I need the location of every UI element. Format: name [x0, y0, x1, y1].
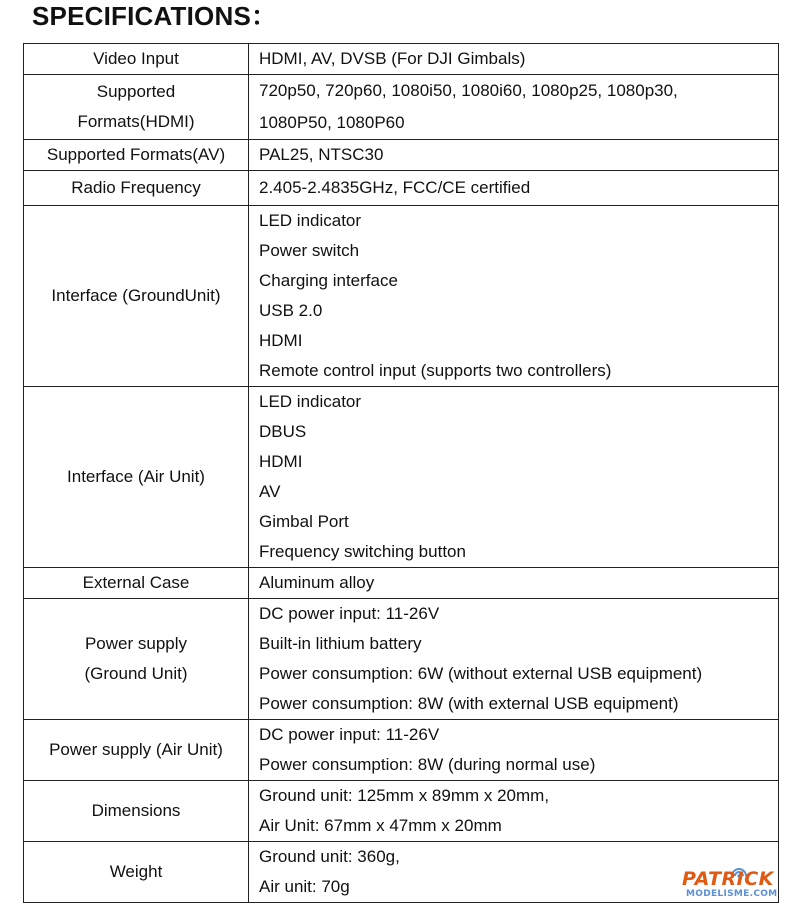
spec-value	[249, 599, 779, 720]
watermark-sub-text: MODELISME.COM	[686, 889, 778, 899]
spec-value-line: AV	[259, 482, 281, 501]
spec-value-line: Gimbal Port	[259, 512, 349, 531]
spec-value-line: 2.405-2.4835GHz, FCC/CE certified	[259, 178, 531, 197]
spec-value-line: DC power input: 11-26V	[259, 725, 440, 744]
spec-value	[249, 44, 779, 75]
spec-value-line: Power consumption: 8W (with external USB equipment)	[259, 694, 679, 713]
spec-value	[249, 781, 779, 842]
spec-value-line: Built-in lithium battery	[259, 634, 422, 653]
spec-label	[24, 842, 249, 903]
watermark-main-text: PATRICK	[682, 868, 774, 890]
spec-value-line: PAL25, NTSC30	[259, 145, 384, 164]
table-row	[24, 720, 779, 781]
spec-label-line: Supported	[96, 82, 176, 101]
specifications-table	[23, 43, 779, 903]
spec-value-line: Ground unit: 125mm x 89mm x 20mm,	[259, 786, 550, 805]
table-row	[24, 75, 779, 140]
table-row	[24, 568, 779, 599]
spec-value-line: Frequency switching button	[259, 542, 466, 561]
table-row	[24, 387, 779, 568]
spec-value-line: Power consumption: 6W (without external USB equipment)	[259, 664, 703, 683]
spec-label-line: Radio Frequency	[71, 178, 201, 197]
spec-label	[24, 140, 249, 171]
spec-value	[249, 206, 779, 387]
spec-value	[249, 720, 779, 781]
spec-label	[24, 568, 249, 599]
spec-label	[24, 781, 249, 842]
spec-label	[24, 75, 249, 140]
spec-value-line: Power consumption: 8W (during normal use)	[259, 755, 596, 774]
watermark-logo	[682, 868, 796, 904]
table-row	[24, 140, 779, 171]
spec-value	[249, 171, 779, 206]
spec-value-line: USB 2.0	[259, 301, 323, 320]
spec-label-line: Supported Formats(AV)	[46, 145, 226, 164]
spec-value	[249, 75, 779, 140]
spec-value-line: Charging interface	[259, 271, 398, 290]
spec-label	[24, 44, 249, 75]
spec-label	[24, 206, 249, 387]
spec-label-line: Interface (Air Unit)	[67, 467, 205, 486]
spec-value-line: DC power input: 11-26V	[259, 604, 440, 623]
spec-value-line: Aluminum alloy	[259, 573, 375, 592]
spec-value-line: HDMI	[259, 452, 303, 471]
spec-label	[24, 171, 249, 206]
spec-value-line: DBUS	[259, 422, 307, 441]
spec-label-line: Formats(HDMI)	[77, 112, 195, 131]
spec-value	[249, 140, 779, 171]
spec-value	[249, 568, 779, 599]
spec-value-line: HDMI, AV, DVSB (For DJI Gimbals)	[259, 49, 526, 68]
spec-value-line: Power switch	[259, 241, 360, 260]
spec-label-line: External Case	[82, 573, 190, 592]
spec-value-line: Remote control input (supports two controllers)	[259, 361, 612, 380]
table-row	[24, 44, 779, 75]
page-title: SPECIFICATIONS：	[32, 1, 278, 31]
spec-value-line: HDMI	[259, 331, 303, 350]
spec-label-line: Weight	[109, 862, 163, 881]
spec-label-line: Power supply	[84, 634, 188, 653]
table-row	[24, 206, 779, 387]
table-row	[24, 842, 779, 903]
spec-value-line: Ground unit: 360g,	[259, 847, 400, 866]
spec-label	[24, 720, 249, 781]
table-row	[24, 171, 779, 206]
spec-value-line: Air unit: 70g	[259, 877, 350, 896]
spec-label	[24, 599, 249, 720]
spec-value-line: Air Unit: 67mm x 47mm x 20mm	[259, 816, 502, 835]
spec-label-line: (Ground Unit)	[84, 664, 188, 683]
spec-value	[249, 387, 779, 568]
table-row	[24, 781, 779, 842]
spec-value-line: 720p50, 720p60, 1080i50, 1080i60, 1080p25, 1080p30,	[259, 81, 678, 100]
spec-value-line: 1080P50, 1080P60	[259, 113, 405, 132]
spec-label-line: Power supply (Air Unit)	[49, 740, 223, 759]
table-row	[24, 599, 779, 720]
spec-label	[24, 387, 249, 568]
spec-value-line: LED indicator	[259, 392, 362, 411]
spec-value-line: LED indicator	[259, 211, 362, 230]
spec-label-line: Interface (GroundUnit)	[51, 286, 221, 305]
spec-label-line: Video Input	[93, 49, 179, 68]
spec-label-line: Dimensions	[91, 801, 181, 820]
